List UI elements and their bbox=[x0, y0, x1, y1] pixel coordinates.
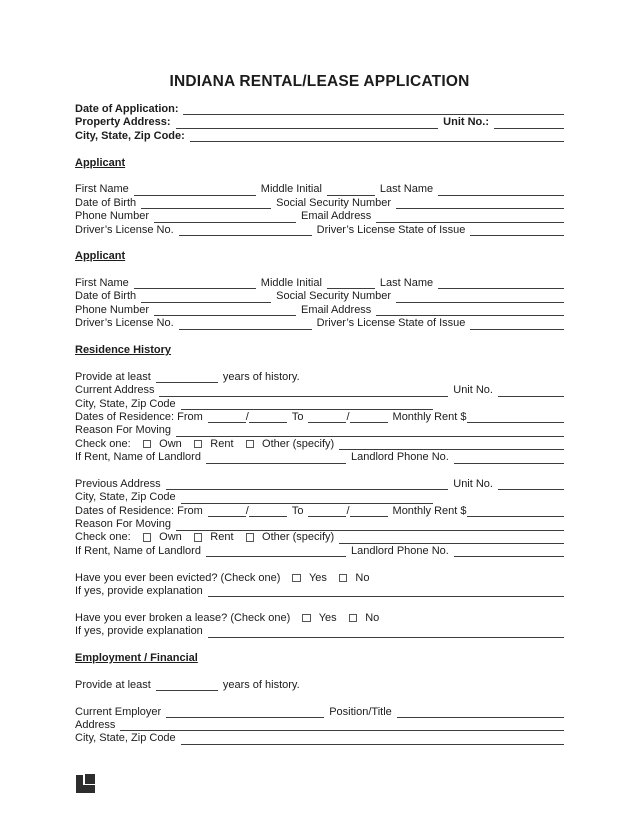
spacer bbox=[75, 639, 564, 652]
current-address-row bbox=[75, 384, 564, 397]
other-specify-label: Other (specify) bbox=[262, 531, 335, 544]
first-name-line[interactable] bbox=[134, 279, 256, 289]
evicted-question-row bbox=[75, 572, 564, 585]
license-no-line[interactable] bbox=[179, 320, 312, 330]
dates-of-residence-label: Dates of Residence: From bbox=[75, 410, 203, 423]
provide-at-least-label: Provide at least bbox=[75, 370, 151, 383]
spacer bbox=[75, 357, 564, 370]
license-state-line[interactable] bbox=[470, 226, 564, 236]
applicant-2-row-name bbox=[75, 277, 564, 290]
unit-no-line[interactable] bbox=[498, 387, 564, 397]
unit-no-line[interactable] bbox=[494, 119, 564, 129]
legal-templates-logo bbox=[76, 774, 95, 793]
applicant-1-row-dob-ssn bbox=[75, 197, 564, 210]
spacer bbox=[75, 692, 564, 705]
applicant-1-row-name bbox=[75, 183, 564, 196]
date-of-birth-line[interactable] bbox=[141, 293, 271, 303]
phone-number-label: Phone Number bbox=[75, 210, 149, 223]
phone-number-line[interactable] bbox=[154, 306, 296, 316]
provide-at-least-label: Provide at least bbox=[75, 678, 151, 691]
applicant-2-heading-row bbox=[75, 250, 564, 263]
monthly-rent-line[interactable] bbox=[467, 507, 564, 517]
last-name-label: Last Name bbox=[379, 277, 434, 290]
years-of-history-line[interactable] bbox=[156, 681, 218, 691]
license-no-label: Driver’s License No. bbox=[75, 317, 174, 330]
own-checkbox[interactable] bbox=[143, 440, 152, 449]
explanation-label: If yes, provide explanation bbox=[75, 625, 203, 638]
applicant-2-row-license bbox=[75, 317, 564, 330]
employment-financial-heading: Employment / Financial bbox=[75, 652, 198, 664]
first-name-label: First Name bbox=[75, 277, 129, 290]
rent-checkbox[interactable] bbox=[194, 440, 203, 449]
row-property-address bbox=[75, 116, 564, 129]
slash-label: / bbox=[346, 504, 350, 517]
employer-address-row bbox=[75, 719, 564, 732]
phone-number-line[interactable] bbox=[154, 213, 296, 223]
email-address-label: Email Address bbox=[301, 210, 372, 223]
lease-explanation-row bbox=[75, 625, 564, 638]
from-month-line[interactable] bbox=[208, 507, 246, 517]
applicant-2-heading: Applicant bbox=[75, 250, 126, 263]
evicted-yes-checkbox[interactable] bbox=[292, 574, 301, 583]
landlord-phone-label: Landlord Phone No. bbox=[350, 544, 449, 557]
current-dates-row bbox=[75, 411, 564, 424]
landlord-name-label: If Rent, Name of Landlord bbox=[75, 451, 201, 464]
previous-city-row bbox=[75, 491, 564, 504]
residence-provide-row bbox=[75, 371, 564, 384]
current-address-line[interactable] bbox=[159, 387, 448, 397]
other-specify-line[interactable] bbox=[339, 534, 564, 544]
unit-no-label: Unit No. bbox=[453, 477, 493, 490]
years-of-history-label: years of history. bbox=[222, 370, 300, 383]
other-checkbox[interactable] bbox=[246, 533, 255, 542]
no-label: No bbox=[365, 611, 380, 624]
position-title-label: Position/Title bbox=[329, 705, 392, 718]
form-title: INDIANA RENTAL/LEASE APPLICATION bbox=[169, 73, 470, 90]
years-of-history-line[interactable] bbox=[156, 373, 218, 383]
applicant-2-row-dob-ssn bbox=[75, 290, 564, 303]
last-name-line[interactable] bbox=[438, 186, 564, 196]
date-of-application-line[interactable] bbox=[183, 105, 564, 115]
yes-label: Yes bbox=[308, 571, 327, 584]
residence-heading-row bbox=[75, 344, 564, 357]
license-state-label: Driver’s License State of Issue bbox=[316, 223, 466, 236]
previous-reason-row bbox=[75, 518, 564, 531]
previous-address-line[interactable] bbox=[166, 480, 449, 490]
city-state-zip-label: City, State, Zip Code bbox=[75, 397, 176, 410]
monthly-rent-label: Monthly Rent $ bbox=[392, 410, 467, 423]
to-label: To bbox=[291, 504, 304, 517]
unit-no-line[interactable] bbox=[498, 480, 564, 490]
evicted-no-checkbox[interactable] bbox=[339, 574, 348, 583]
years-of-history-label: years of history. bbox=[222, 678, 300, 691]
date-of-birth-label: Date of Birth bbox=[75, 196, 137, 209]
other-specify-label: Other (specify) bbox=[262, 437, 335, 450]
middle-initial-label: Middle Initial bbox=[260, 277, 322, 290]
license-state-line[interactable] bbox=[470, 320, 564, 330]
explanation-label: If yes, provide explanation bbox=[75, 585, 203, 598]
current-employer-line[interactable] bbox=[166, 708, 324, 718]
middle-initial-line[interactable] bbox=[327, 186, 375, 196]
logo-square bbox=[85, 774, 95, 784]
reason-for-moving-label: Reason For Moving bbox=[75, 424, 171, 437]
landlord-name-label: If Rent, Name of Landlord bbox=[75, 544, 201, 557]
landlord-phone-line[interactable] bbox=[454, 547, 564, 557]
rent-label: Rent bbox=[210, 531, 234, 544]
landlord-phone-line[interactable] bbox=[454, 454, 564, 464]
lease-no-checkbox[interactable] bbox=[349, 614, 358, 623]
previous-landlord-row bbox=[75, 545, 564, 558]
city-state-zip-line[interactable] bbox=[181, 400, 433, 410]
last-name-line[interactable] bbox=[438, 279, 564, 289]
slash-label: / bbox=[346, 410, 350, 423]
property-address-line[interactable] bbox=[176, 119, 439, 129]
from-year-line[interactable] bbox=[249, 413, 287, 423]
current-checkone-row bbox=[75, 438, 564, 451]
spacer bbox=[75, 170, 564, 183]
ssn-line[interactable] bbox=[396, 199, 564, 209]
lease-yes-checkbox[interactable] bbox=[302, 614, 311, 623]
previous-dates-row bbox=[75, 505, 564, 518]
other-specify-line[interactable] bbox=[339, 440, 564, 450]
row-city-state-zip bbox=[75, 130, 564, 143]
yes-label: Yes bbox=[318, 611, 337, 624]
applicant-2-row-phone-email bbox=[75, 304, 564, 317]
spacer bbox=[75, 331, 564, 344]
to-year-line[interactable] bbox=[350, 507, 388, 517]
city-state-zip-line[interactable] bbox=[181, 494, 433, 504]
check-one-label: Check one: bbox=[75, 437, 131, 450]
employer-city-line[interactable] bbox=[181, 735, 564, 745]
dates-of-residence-label: Dates of Residence: From bbox=[75, 504, 203, 517]
city-state-zip-label: City, State, Zip Code bbox=[75, 491, 176, 504]
email-address-label: Email Address bbox=[301, 303, 372, 316]
monthly-rent-line[interactable] bbox=[467, 413, 564, 423]
position-title-line[interactable] bbox=[397, 708, 564, 718]
date-of-birth-line[interactable] bbox=[141, 199, 271, 209]
previous-checkone-row bbox=[75, 532, 564, 545]
reason-for-moving-line[interactable] bbox=[176, 521, 564, 531]
to-month-line[interactable] bbox=[308, 413, 346, 423]
lease-question-row bbox=[75, 612, 564, 625]
city-state-zip-label: City, State, Zip Code: bbox=[75, 129, 185, 142]
ssn-label: Social Security Number bbox=[276, 290, 392, 303]
from-year-line[interactable] bbox=[249, 507, 287, 517]
own-label: Own bbox=[159, 437, 182, 450]
city-state-zip-label: City, State, Zip Code bbox=[75, 732, 176, 745]
unit-no-label: Unit No. bbox=[453, 384, 493, 397]
current-reason-row bbox=[75, 424, 564, 437]
city-state-zip-line[interactable] bbox=[190, 132, 564, 142]
to-year-line[interactable] bbox=[350, 413, 388, 423]
evicted-question-label: Have you ever been evicted? (Check one) bbox=[75, 571, 281, 584]
spacer bbox=[75, 264, 564, 277]
email-address-line[interactable] bbox=[376, 213, 564, 223]
monthly-rent-label: Monthly Rent $ bbox=[392, 504, 467, 517]
ssn-line[interactable] bbox=[396, 293, 564, 303]
landlord-name-line[interactable] bbox=[206, 454, 346, 464]
previous-address-row bbox=[75, 478, 564, 491]
row-date-of-application bbox=[75, 103, 564, 116]
spacer bbox=[75, 237, 564, 250]
spacer bbox=[75, 465, 564, 478]
own-checkbox[interactable] bbox=[143, 533, 152, 542]
current-landlord-row bbox=[75, 451, 564, 464]
current-city-row bbox=[75, 398, 564, 411]
date-of-application-label: Date of Application: bbox=[75, 102, 179, 115]
unit-no-label: Unit No.: bbox=[443, 116, 489, 129]
employment-heading-row bbox=[75, 652, 564, 665]
date-of-birth-label: Date of Birth bbox=[75, 290, 137, 303]
reason-for-moving-line[interactable] bbox=[176, 427, 564, 437]
applicant-1-row-license bbox=[75, 224, 564, 237]
employer-address-line[interactable] bbox=[120, 721, 564, 731]
middle-initial-line[interactable] bbox=[327, 279, 375, 289]
reason-for-moving-label: Reason For Moving bbox=[75, 518, 171, 531]
spacer bbox=[75, 598, 564, 611]
current-employer-row bbox=[75, 706, 564, 719]
license-no-label: Driver’s License No. bbox=[75, 223, 174, 236]
own-label: Own bbox=[159, 531, 182, 544]
license-state-label: Driver’s License State of Issue bbox=[316, 317, 466, 330]
email-address-line[interactable] bbox=[376, 306, 564, 316]
other-checkbox[interactable] bbox=[246, 440, 255, 449]
ssn-label: Social Security Number bbox=[276, 196, 392, 209]
previous-address-label: Previous Address bbox=[75, 477, 161, 490]
current-employer-label: Current Employer bbox=[75, 705, 162, 718]
rent-checkbox[interactable] bbox=[194, 533, 203, 542]
landlord-name-line[interactable] bbox=[206, 547, 346, 557]
applicant-1-heading-row bbox=[75, 157, 564, 170]
to-label: To bbox=[291, 410, 304, 423]
logo-horizontal-bar bbox=[76, 785, 95, 793]
evicted-explanation-row bbox=[75, 585, 564, 598]
landlord-phone-label: Landlord Phone No. bbox=[350, 451, 449, 464]
slash-label: / bbox=[245, 504, 249, 517]
current-address-label: Current Address bbox=[75, 384, 155, 397]
applicant-1-row-phone-email bbox=[75, 210, 564, 223]
last-name-label: Last Name bbox=[379, 183, 434, 196]
evicted-explanation-line[interactable] bbox=[208, 587, 564, 597]
license-no-line[interactable] bbox=[179, 226, 312, 236]
rent-label: Rent bbox=[210, 437, 234, 450]
address-label: Address bbox=[75, 718, 116, 731]
check-one-label: Check one: bbox=[75, 531, 131, 544]
lease-question-label: Have you ever broken a lease? (Check one) bbox=[75, 611, 291, 624]
middle-initial-label: Middle Initial bbox=[260, 183, 322, 196]
slash-label: / bbox=[245, 410, 249, 423]
first-name-label: First Name bbox=[75, 183, 129, 196]
residence-history-heading: Residence History bbox=[75, 344, 171, 357]
no-label: No bbox=[355, 571, 370, 584]
applicant-1-heading: Applicant bbox=[75, 156, 126, 169]
phone-number-label: Phone Number bbox=[75, 303, 149, 316]
lease-explanation-line[interactable] bbox=[208, 628, 564, 638]
employment-provide-row bbox=[75, 679, 564, 692]
to-month-line[interactable] bbox=[308, 507, 346, 517]
spacer bbox=[75, 143, 564, 156]
spacer bbox=[75, 558, 564, 571]
from-month-line[interactable] bbox=[208, 413, 246, 423]
spacer bbox=[75, 665, 564, 678]
property-address-label: Property Address: bbox=[75, 116, 171, 129]
first-name-line[interactable] bbox=[134, 186, 256, 196]
employer-city-row bbox=[75, 732, 564, 745]
